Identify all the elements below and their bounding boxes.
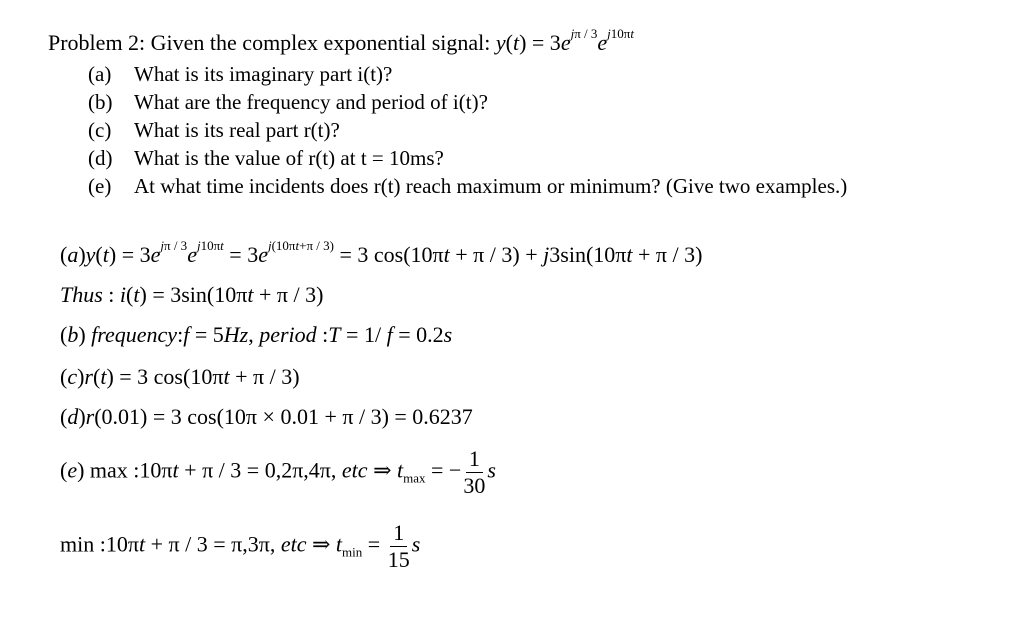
question-label: (b): [88, 90, 113, 114]
solution-e-max: (e) max :10πt + π / 3 = 0,2π,4π, etc ⇒ $t_{max}$ = − $\frac{1}{30}$ s: [60, 446, 496, 498]
question-c: [88, 118, 340, 143]
question-e: [88, 174, 847, 199]
solution-b: (b) frequency:f = 5Hz, period :T = 1/ f = 0.2s: [60, 322, 453, 347]
question-label: (a): [88, 62, 112, 86]
question-text: What is the value of r(t) at t = 10ms?: [134, 146, 444, 170]
question-text: What is its imaginary part i(t)?: [134, 62, 393, 86]
solution-a: $(a)y(t) = 3e^{j\pi / 3}e^{j10\pi t} = 3e^{j(10\pi t+\pi / 3)} = 3$ cos(10πt + π / 3) + j3sin(10πt + π / 3): [60, 238, 703, 267]
question-a: [88, 62, 392, 87]
question-d: [88, 146, 444, 171]
question-text: What are the frequency and period of i(t)?: [134, 90, 488, 114]
question-label: (d): [88, 146, 113, 170]
question-text: At what time incidents does r(t) reach maximum or minimum? (Give two examples.): [134, 174, 848, 198]
question-text: What is its real part r(t)?: [134, 118, 340, 142]
solution-thus: Thus : i(t) = 3sin(10πt + π / 3): [60, 282, 324, 307]
solution-c: (c)r(t) = 3 cos(10πt + π / 3): [60, 364, 300, 389]
fraction: $\frac{1}{15}$: [387, 520, 410, 572]
question-label: (e): [88, 174, 112, 198]
question-label: (c): [88, 118, 112, 142]
problem-title: Problem 2: Given the complex exponential signal: $y(t) = 3e^{j\pi / 3}e^{j10\pi t}$: [48, 26, 634, 55]
question-b: [88, 90, 488, 115]
fraction: $\frac{1}{30}$: [463, 446, 486, 498]
solution-d: (d)r(0.01) = 3 cos(10π × 0.01 + π / 3) = 0.6237: [60, 404, 473, 429]
solution-e-min: min :10πt + π / 3 = π,3π, etc ⇒ $t_{min}$ = $\frac{1}{15}$ s: [60, 520, 421, 572]
